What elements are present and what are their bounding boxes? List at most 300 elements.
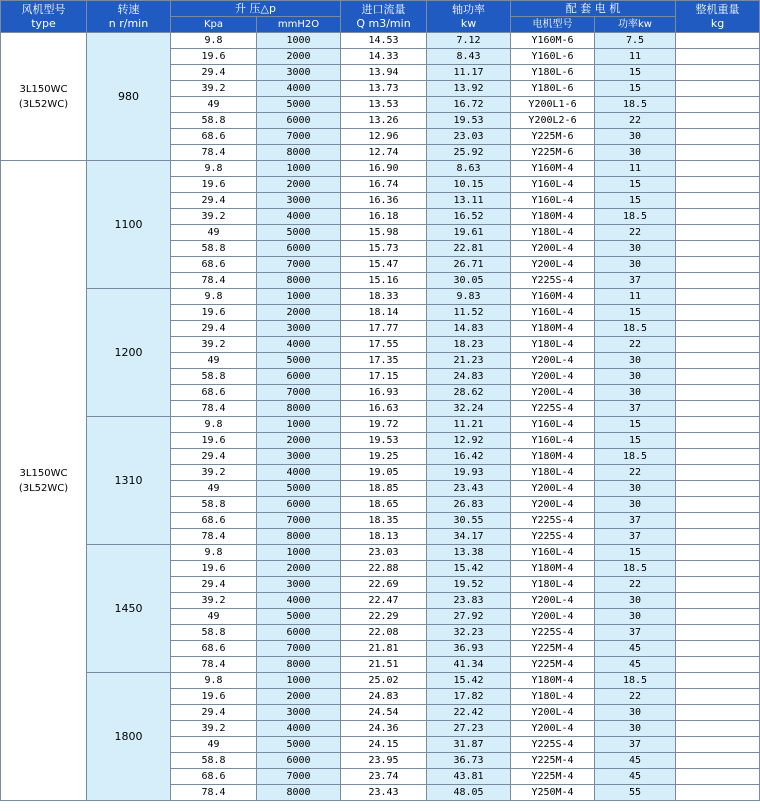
motor-model-cell: Y200L-4: [511, 385, 595, 401]
flow-cell: 13.73: [341, 81, 427, 97]
motor-power-cell: 45: [595, 641, 676, 657]
motor-model-cell: Y160M-4: [511, 289, 595, 305]
motor-model-cell: Y160L-6: [511, 49, 595, 65]
speed-cell: 1800: [87, 673, 171, 801]
shaft-power-cell: 36.73: [427, 753, 511, 769]
pressure-mmh2o-cell: 1000: [257, 161, 341, 177]
pressure-kpa-cell: 9.8: [171, 161, 257, 177]
pressure-mmh2o-cell: 8000: [257, 785, 341, 801]
flow-cell: 16.18: [341, 209, 427, 225]
flow-cell: 17.15: [341, 369, 427, 385]
pressure-kpa-cell: 39.2: [171, 337, 257, 353]
motor-model-cell: Y160L-4: [511, 433, 595, 449]
pressure-mmh2o-cell: 7000: [257, 129, 341, 145]
motor-power-cell: 22: [595, 689, 676, 705]
weight-cell: [676, 49, 760, 65]
flow-cell: 19.72: [341, 417, 427, 433]
weight-cell: [676, 177, 760, 193]
motor-power-header: 功率kw: [595, 17, 676, 33]
weight-cell: [676, 529, 760, 545]
pressure-column-header: 升 压△p: [171, 1, 341, 17]
shaft-power-cell: 13.38: [427, 545, 511, 561]
pressure-mmh2o-cell: 6000: [257, 113, 341, 129]
shaft-power-header-label: 轴功率: [452, 2, 486, 16]
model-column-header: [1, 1, 87, 33]
pressure-kpa-cell: 58.8: [171, 625, 257, 641]
flow-cell: 17.77: [341, 321, 427, 337]
weight-header-unit: kg: [710, 16, 725, 30]
shaft-power-cell: 18.23: [427, 337, 511, 353]
motor-power-cell: 22: [595, 337, 676, 353]
shaft-power-cell: 43.81: [427, 769, 511, 785]
motor-power-cell: 45: [595, 657, 676, 673]
pressure-kpa-cell: 9.8: [171, 417, 257, 433]
flow-cell: 15.73: [341, 241, 427, 257]
pressure-kpa-header: Kpa: [171, 17, 257, 33]
motor-model-cell: Y160M-4: [511, 161, 595, 177]
table-header: [1, 1, 760, 33]
pressure-kpa-cell: 19.6: [171, 689, 257, 705]
weight-cell: [676, 241, 760, 257]
pressure-kpa-cell: 68.6: [171, 513, 257, 529]
motor-model-cell: Y180L-4: [511, 337, 595, 353]
motor-model-cell: Y160L-4: [511, 193, 595, 209]
shaft-power-cell: 10.15: [427, 177, 511, 193]
weight-cell: [676, 273, 760, 289]
table-row: [1, 545, 760, 561]
motor-model-cell: Y225M-6: [511, 145, 595, 161]
pressure-mmh2o-cell: 2000: [257, 433, 341, 449]
flow-header-unit: Q m3/min: [356, 16, 411, 30]
pressure-kpa-cell: 19.6: [171, 433, 257, 449]
flow-cell: 17.35: [341, 353, 427, 369]
speed-column-header: [87, 1, 171, 33]
weight-cell: [676, 65, 760, 81]
pressure-kpa-cell: 68.6: [171, 257, 257, 273]
model-name: 3L150WC: [19, 467, 68, 479]
pressure-mmh2o-cell: 6000: [257, 625, 341, 641]
weight-cell: [676, 705, 760, 721]
speed-cell: 1310: [87, 417, 171, 545]
pressure-mmh2o-cell: 3000: [257, 65, 341, 81]
pressure-kpa-cell: 39.2: [171, 81, 257, 97]
motor-power-cell: 45: [595, 753, 676, 769]
flow-cell: 15.98: [341, 225, 427, 241]
model-name: 3L150WC: [19, 83, 68, 95]
flow-cell: 16.90: [341, 161, 427, 177]
flow-cell: 15.16: [341, 273, 427, 289]
pressure-kpa-cell: 68.6: [171, 769, 257, 785]
motor-column-header: 配 套 电 机: [511, 1, 676, 17]
shaft-power-cell: 48.05: [427, 785, 511, 801]
speed-cell: 1450: [87, 545, 171, 673]
shaft-power-cell: 11.52: [427, 305, 511, 321]
motor-model-cell: Y200L-4: [511, 609, 595, 625]
pressure-mmh2o-cell: 1000: [257, 673, 341, 689]
motor-power-cell: 11: [595, 161, 676, 177]
pressure-mmh2o-cell: 2000: [257, 689, 341, 705]
pressure-mmh2o-cell: 8000: [257, 529, 341, 545]
pressure-kpa-cell: 39.2: [171, 593, 257, 609]
shaft-power-cell: 19.93: [427, 465, 511, 481]
pressure-kpa-cell: 19.6: [171, 177, 257, 193]
motor-model-cell: Y180L-4: [511, 225, 595, 241]
shaft-power-cell: 13.92: [427, 81, 511, 97]
motor-model-cell: Y225S-4: [511, 529, 595, 545]
motor-power-cell: 37: [595, 737, 676, 753]
motor-power-cell: 15: [595, 305, 676, 321]
weight-cell: [676, 785, 760, 801]
shaft-power-cell: 28.62: [427, 385, 511, 401]
shaft-power-cell: 30.05: [427, 273, 511, 289]
pressure-mmh2o-cell: 2000: [257, 49, 341, 65]
shaft-power-cell: 19.52: [427, 577, 511, 593]
weight-cell: [676, 145, 760, 161]
flow-cell: 16.36: [341, 193, 427, 209]
flow-cell: 23.95: [341, 753, 427, 769]
weight-cell: [676, 257, 760, 273]
motor-model-cell: Y225M-4: [511, 769, 595, 785]
motor-model-cell: Y225S-4: [511, 737, 595, 753]
pressure-kpa-cell: 29.4: [171, 449, 257, 465]
shaft-power-cell: 23.83: [427, 593, 511, 609]
flow-cell: 22.88: [341, 561, 427, 577]
flow-cell: 17.55: [341, 337, 427, 353]
pressure-kpa-cell: 49: [171, 97, 257, 113]
motor-power-cell: 30: [595, 257, 676, 273]
model-header-en: type: [31, 16, 56, 30]
pressure-kpa-cell: 9.8: [171, 545, 257, 561]
motor-power-cell: 18.5: [595, 673, 676, 689]
motor-model-cell: Y225M-4: [511, 641, 595, 657]
motor-power-cell: 15: [595, 81, 676, 97]
flow-cell: 18.35: [341, 513, 427, 529]
shaft-power-cell: 22.42: [427, 705, 511, 721]
pressure-kpa-cell: 49: [171, 737, 257, 753]
motor-model-cell: Y200L-4: [511, 353, 595, 369]
weight-cell: [676, 321, 760, 337]
motor-power-cell: 30: [595, 145, 676, 161]
motor-model-cell: Y225M-4: [511, 657, 595, 673]
motor-model-cell: Y225S-4: [511, 513, 595, 529]
pressure-kpa-cell: 39.2: [171, 209, 257, 225]
shaft-power-cell: 12.92: [427, 433, 511, 449]
weight-cell: [676, 417, 760, 433]
flow-cell: 21.81: [341, 641, 427, 657]
motor-power-cell: 18.5: [595, 209, 676, 225]
shaft-power-cell: 22.81: [427, 241, 511, 257]
motor-power-cell: 37: [595, 401, 676, 417]
shaft-power-cell: 19.61: [427, 225, 511, 241]
motor-power-cell: 30: [595, 129, 676, 145]
motor-power-cell: 55: [595, 785, 676, 801]
pressure-mmh2o-cell: 2000: [257, 177, 341, 193]
motor-power-cell: 15: [595, 433, 676, 449]
shaft-power-cell: 8.63: [427, 161, 511, 177]
pressure-mmh2o-cell: 1000: [257, 545, 341, 561]
shaft-power-cell: 19.53: [427, 113, 511, 129]
motor-power-cell: 22: [595, 113, 676, 129]
flow-cell: 22.47: [341, 593, 427, 609]
motor-model-cell: Y225M-6: [511, 129, 595, 145]
motor-model-cell: Y180M-4: [511, 673, 595, 689]
flow-cell: 23.43: [341, 785, 427, 801]
weight-cell: [676, 753, 760, 769]
pressure-mmh2o-cell: 6000: [257, 241, 341, 257]
pressure-kpa-cell: 29.4: [171, 577, 257, 593]
pressure-kpa-cell: 58.8: [171, 113, 257, 129]
shaft-power-cell: 23.43: [427, 481, 511, 497]
weight-cell: [676, 577, 760, 593]
pressure-kpa-cell: 19.6: [171, 49, 257, 65]
motor-power-cell: 30: [595, 481, 676, 497]
model-alt-name: (3L52WC): [18, 482, 69, 494]
motor-power-cell: 30: [595, 497, 676, 513]
weight-cell: [676, 593, 760, 609]
pressure-kpa-cell: 9.8: [171, 289, 257, 305]
pressure-mmh2o-cell: 1000: [257, 289, 341, 305]
shaft-power-cell: 16.52: [427, 209, 511, 225]
motor-power-cell: 15: [595, 65, 676, 81]
flow-cell: 19.25: [341, 449, 427, 465]
shaft-power-cell: 27.92: [427, 609, 511, 625]
weight-cell: [676, 97, 760, 113]
pressure-mmh2o-cell: 8000: [257, 401, 341, 417]
pressure-kpa-cell: 19.6: [171, 561, 257, 577]
pressure-mmh2o-cell: 5000: [257, 609, 341, 625]
motor-model-cell: Y225S-4: [511, 401, 595, 417]
motor-power-cell: 18.5: [595, 449, 676, 465]
shaft-power-cell: 16.42: [427, 449, 511, 465]
shaft-power-cell: 26.71: [427, 257, 511, 273]
shaft-power-cell: 15.42: [427, 561, 511, 577]
flow-cell: 14.33: [341, 49, 427, 65]
flow-cell: 25.02: [341, 673, 427, 689]
shaft-power-cell: 9.83: [427, 289, 511, 305]
pressure-kpa-cell: 49: [171, 481, 257, 497]
flow-cell: 13.26: [341, 113, 427, 129]
motor-power-cell: 15: [595, 417, 676, 433]
weight-cell: [676, 385, 760, 401]
weight-cell: [676, 721, 760, 737]
motor-model-cell: Y160L-4: [511, 417, 595, 433]
flow-cell: 24.54: [341, 705, 427, 721]
shaft-power-cell: 8.43: [427, 49, 511, 65]
weight-cell: [676, 673, 760, 689]
flow-header-label: 进口流量: [361, 2, 406, 16]
flow-cell: 18.33: [341, 289, 427, 305]
pressure-mmh2o-cell: 5000: [257, 737, 341, 753]
weight-cell: [676, 193, 760, 209]
motor-model-cell: Y160L-4: [511, 545, 595, 561]
flow-cell: 24.83: [341, 689, 427, 705]
pressure-mmh2o-cell: 5000: [257, 481, 341, 497]
shaft-power-cell: 16.72: [427, 97, 511, 113]
pressure-mmh2o-cell: 4000: [257, 721, 341, 737]
motor-model-cell: Y200L-4: [511, 241, 595, 257]
pressure-mmh2o-cell: 4000: [257, 593, 341, 609]
flow-cell: 24.36: [341, 721, 427, 737]
flow-cell: 22.29: [341, 609, 427, 625]
pressure-kpa-cell: 19.6: [171, 305, 257, 321]
weight-cell: [676, 609, 760, 625]
shaft-power-cell: 30.55: [427, 513, 511, 529]
motor-model-cell: Y180L-4: [511, 689, 595, 705]
flow-cell: 16.93: [341, 385, 427, 401]
motor-model-cell: Y200L1-6: [511, 97, 595, 113]
motor-model-cell: Y180M-4: [511, 561, 595, 577]
motor-model-cell: Y200L-4: [511, 593, 595, 609]
pressure-mmh2o-cell: 3000: [257, 705, 341, 721]
flow-cell: 22.69: [341, 577, 427, 593]
shaft-power-cell: 36.93: [427, 641, 511, 657]
speed-cell: 1100: [87, 161, 171, 289]
flow-cell: 22.08: [341, 625, 427, 641]
motor-power-cell: 15: [595, 177, 676, 193]
motor-model-cell: Y180M-4: [511, 209, 595, 225]
flow-cell: 23.74: [341, 769, 427, 785]
motor-power-cell: 11: [595, 289, 676, 305]
pressure-kpa-cell: 68.6: [171, 641, 257, 657]
flow-cell: 19.05: [341, 465, 427, 481]
pressure-kpa-cell: 68.6: [171, 385, 257, 401]
shaft-power-cell: 11.21: [427, 417, 511, 433]
speed-cell: 980: [87, 33, 171, 161]
motor-power-cell: 22: [595, 225, 676, 241]
weight-cell: [676, 497, 760, 513]
motor-power-cell: 18.5: [595, 321, 676, 337]
shaft-power-cell: 32.23: [427, 625, 511, 641]
motor-model-cell: Y200L-4: [511, 721, 595, 737]
shaft-power-header-unit: kw: [460, 16, 477, 30]
motor-power-cell: 18.5: [595, 97, 676, 113]
motor-power-cell: 15: [595, 545, 676, 561]
pressure-mmh2o-cell: 6000: [257, 369, 341, 385]
motor-power-cell: 30: [595, 385, 676, 401]
pressure-mmh2o-cell: 6000: [257, 497, 341, 513]
pressure-kpa-cell: 9.8: [171, 673, 257, 689]
pressure-kpa-cell: 49: [171, 609, 257, 625]
pressure-kpa-cell: 29.4: [171, 321, 257, 337]
pressure-mmh2o-cell: 7000: [257, 385, 341, 401]
speed-header-label: 转速: [117, 2, 140, 16]
table-body: [1, 33, 760, 801]
pressure-mmh2o-cell: 3000: [257, 449, 341, 465]
pressure-mmh2o-cell: 3000: [257, 577, 341, 593]
motor-model-cell: Y180M-4: [511, 321, 595, 337]
shaft-power-column-header: [427, 1, 511, 33]
pressure-mmh2o-cell: 5000: [257, 353, 341, 369]
pressure-mmh2o-cell: 3000: [257, 193, 341, 209]
weight-cell: [676, 161, 760, 177]
table-row: [1, 417, 760, 433]
pressure-kpa-cell: 49: [171, 353, 257, 369]
flow-cell: 18.85: [341, 481, 427, 497]
motor-model-cell: Y225M-4: [511, 753, 595, 769]
motor-power-cell: 22: [595, 577, 676, 593]
motor-model-cell: Y200L2-6: [511, 113, 595, 129]
model-cell: [1, 33, 87, 161]
shaft-power-cell: 14.83: [427, 321, 511, 337]
pressure-mmh2o-header: mmH2O: [257, 17, 341, 33]
weight-cell: [676, 689, 760, 705]
pressure-mmh2o-cell: 7000: [257, 641, 341, 657]
pressure-kpa-cell: 58.8: [171, 497, 257, 513]
weight-column-header: [676, 1, 760, 33]
motor-model-cell: Y180M-4: [511, 449, 595, 465]
pressure-kpa-cell: 9.8: [171, 33, 257, 49]
motor-model-cell: Y225S-4: [511, 273, 595, 289]
weight-cell: [676, 513, 760, 529]
motor-model-cell: Y200L-4: [511, 369, 595, 385]
motor-power-cell: 30: [595, 241, 676, 257]
weight-cell: [676, 129, 760, 145]
pressure-mmh2o-cell: 1000: [257, 417, 341, 433]
motor-power-cell: 15: [595, 193, 676, 209]
pressure-mmh2o-cell: 8000: [257, 145, 341, 161]
weight-cell: [676, 481, 760, 497]
pressure-kpa-cell: 39.2: [171, 721, 257, 737]
weight-cell: [676, 113, 760, 129]
motor-power-cell: 45: [595, 769, 676, 785]
shaft-power-cell: 11.17: [427, 65, 511, 81]
pressure-mmh2o-cell: 3000: [257, 321, 341, 337]
weight-cell: [676, 625, 760, 641]
pressure-kpa-cell: 29.4: [171, 705, 257, 721]
motor-power-cell: 37: [595, 625, 676, 641]
table-row: [1, 33, 760, 49]
motor-power-cell: 11: [595, 49, 676, 65]
motor-power-cell: 30: [595, 609, 676, 625]
motor-model-cell: Y180L-4: [511, 577, 595, 593]
pressure-kpa-cell: 58.8: [171, 753, 257, 769]
weight-cell: [676, 641, 760, 657]
speed-cell: 1200: [87, 289, 171, 417]
flow-cell: 13.94: [341, 65, 427, 81]
shaft-power-cell: 21.23: [427, 353, 511, 369]
pressure-mmh2o-cell: 4000: [257, 209, 341, 225]
weight-cell: [676, 353, 760, 369]
pressure-mmh2o-cell: 7000: [257, 257, 341, 273]
flow-cell: 18.13: [341, 529, 427, 545]
pressure-kpa-cell: 78.4: [171, 657, 257, 673]
model-header-label: 风机型号: [21, 2, 66, 16]
pressure-mmh2o-cell: 7000: [257, 513, 341, 529]
motor-power-cell: 30: [595, 369, 676, 385]
speed-header-unit: n r/min: [108, 16, 149, 30]
weight-cell: [676, 737, 760, 753]
weight-cell: [676, 289, 760, 305]
flow-cell: 13.53: [341, 97, 427, 113]
weight-cell: [676, 449, 760, 465]
table-row: [1, 673, 760, 689]
pressure-mmh2o-cell: 4000: [257, 465, 341, 481]
weight-cell: [676, 401, 760, 417]
weight-header-label: 整机重量: [695, 2, 740, 16]
motor-power-cell: 7.5: [595, 33, 676, 49]
table-row: [1, 161, 760, 177]
weight-cell: [676, 81, 760, 97]
model-cell: [1, 161, 87, 801]
motor-model-header: 电机型号: [511, 17, 595, 33]
motor-power-cell: 30: [595, 705, 676, 721]
flow-cell: 18.14: [341, 305, 427, 321]
motor-model-cell: Y200L-4: [511, 705, 595, 721]
pressure-mmh2o-cell: 5000: [257, 97, 341, 113]
pressure-kpa-cell: 29.4: [171, 65, 257, 81]
flow-cell: 15.47: [341, 257, 427, 273]
pressure-kpa-cell: 78.4: [171, 785, 257, 801]
